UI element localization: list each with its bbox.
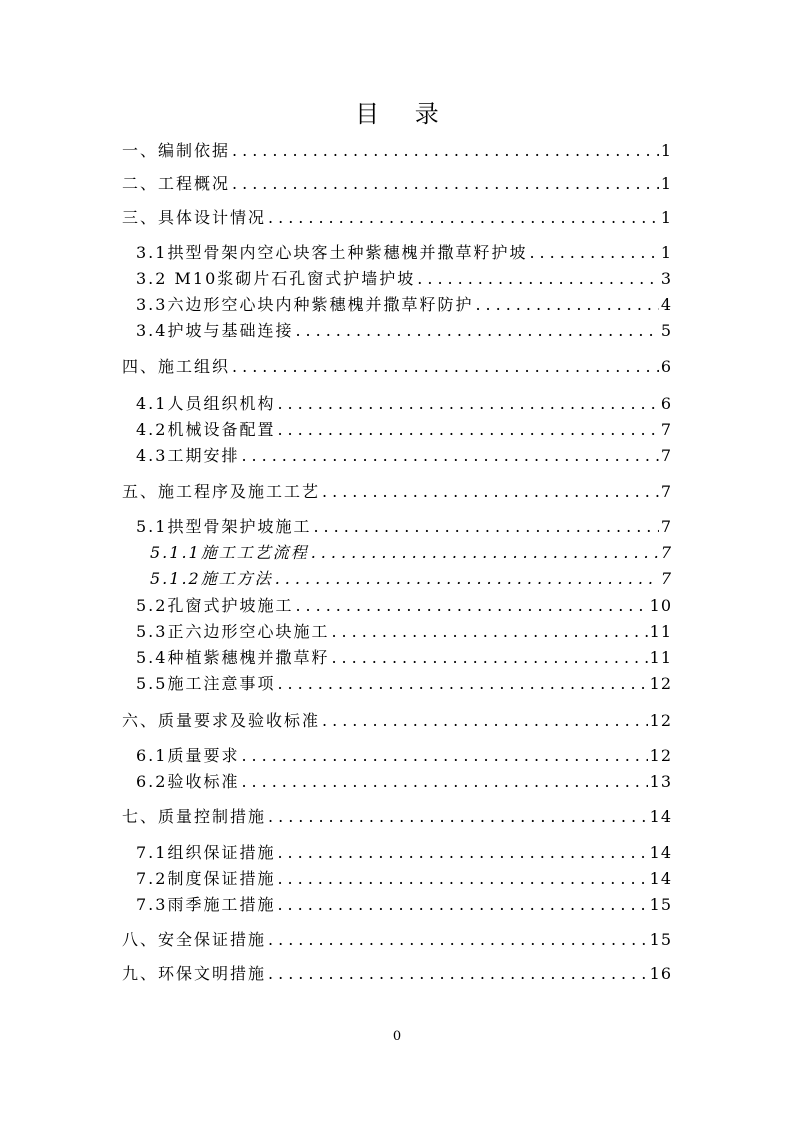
toc-entry-label: 5.1.1施工工艺流程 (150, 543, 309, 562)
toc-entry-label: 5.1拱型骨架护坡施工 (136, 517, 312, 536)
toc-entry-label: 一、编制依据 (122, 141, 231, 160)
toc-entry-page: 13 (649, 772, 672, 791)
toc-entry-page: 12 (649, 711, 672, 730)
toc-entry-page: 1 (660, 243, 672, 262)
toc-entry-page: 14 (649, 807, 672, 826)
toc-entry-4-1[interactable] (136, 393, 672, 415)
toc-dot-leader (277, 868, 647, 890)
toc-entry-2[interactable] (122, 173, 672, 195)
toc-entry-label: 7.3雨季施工措施 (136, 895, 276, 914)
toc-entry-page: 1 (660, 208, 672, 227)
toc-entry-label: 4.1人员组织机构 (136, 394, 276, 413)
toc-entry-label: 3.1拱型骨架内空心块客土种紫穗槐并撒草籽护坡 (136, 243, 528, 262)
toc-entry-4[interactable] (122, 356, 672, 378)
toc-entry-5-2[interactable] (136, 595, 672, 617)
toc-entry-label: 6.1质量要求 (136, 746, 240, 765)
toc-entry-7-3[interactable] (136, 894, 672, 916)
toc-entry-label: 3.4护坡与基础连接 (136, 321, 294, 340)
toc-entry-page: 7 (660, 569, 672, 588)
toc-entry-3-4[interactable] (136, 320, 672, 342)
toc-entry-5-3[interactable] (136, 621, 672, 643)
toc-entry-5-5[interactable] (136, 673, 672, 695)
toc-entry-9[interactable] (122, 963, 672, 985)
toc-entry-label: 5.3正六边形空心块施工 (136, 622, 330, 641)
page-number: 0 (392, 1029, 402, 1044)
toc-dot-leader (322, 481, 659, 503)
toc-entry-label: 二、工程概况 (122, 174, 231, 193)
toc-dot-leader (277, 894, 647, 916)
toc-entry-3-3[interactable] (136, 294, 672, 316)
toc-entry-5-4[interactable] (136, 647, 672, 669)
toc-entry-page: 7 (660, 446, 672, 465)
toc-dot-leader (268, 929, 648, 951)
toc-entry-page: 12 (649, 674, 672, 693)
toc-entry-3[interactable] (122, 207, 672, 229)
toc-dot-leader (277, 393, 658, 415)
toc-dot-leader (241, 771, 647, 793)
toc-entry-page: 14 (649, 869, 672, 888)
toc-entry-page: 14 (649, 843, 672, 862)
toc-dot-leader (232, 173, 659, 195)
toc-dot-leader (475, 294, 658, 316)
toc-entry-page: 7 (660, 517, 672, 536)
toc-dot-leader (322, 710, 648, 732)
toc-entry-label: 5.2孔窗式护坡施工 (136, 596, 294, 615)
toc-entry-page: 16 (649, 964, 672, 983)
toc-entry-page: 6 (660, 394, 672, 413)
toc-entry-page: 11 (649, 648, 672, 667)
toc-entry-label: 3.3六边形空心块内种紫穗槐并撒草籽防护 (136, 295, 474, 314)
toc-entry-label: 五、施工程序及施工工艺 (122, 482, 321, 501)
toc-entry-label: 5.1.2施工方法 (150, 569, 273, 588)
toc-dot-leader (277, 842, 647, 864)
toc-entry-6-1[interactable] (136, 745, 672, 767)
toc-entry-1[interactable] (122, 140, 672, 162)
toc-dot-leader (417, 268, 659, 290)
toc-entry-5-1-1[interactable] (150, 542, 672, 564)
toc-entry-label: 八、安全保证措施 (122, 930, 267, 949)
toc-entry-6-2[interactable] (136, 771, 672, 793)
toc-entry-6[interactable] (122, 710, 672, 732)
toc-dot-leader (331, 647, 647, 669)
toc-entry-page: 4 (660, 295, 672, 314)
toc-entry-7-1[interactable] (136, 842, 672, 864)
toc-entry-page: 7 (660, 482, 672, 501)
toc-dot-leader (311, 542, 659, 564)
toc-entry-label: 六、质量要求及验收标准 (122, 711, 321, 730)
toc-entry-page: 15 (649, 930, 672, 949)
toc-entry-label: 5.4种植紫穗槐并撒草籽 (136, 648, 330, 667)
toc-entry-label: 4.2机械设备配置 (136, 420, 276, 439)
toc-entry-label: 7.1组织保证措施 (136, 843, 276, 862)
toc-entry-7[interactable] (122, 806, 672, 828)
toc-entry-7-2[interactable] (136, 868, 672, 890)
toc-dot-leader (277, 673, 647, 695)
toc-dot-leader (295, 595, 647, 617)
toc-entry-label: 5.5施工注意事项 (136, 674, 276, 693)
toc-entry-page: 7 (660, 543, 672, 562)
page-title: 目 录 (355, 100, 453, 128)
toc-entry-label: 九、环保文明措施 (122, 964, 267, 983)
toc-entry-page: 12 (649, 746, 672, 765)
toc-entry-4-2[interactable] (136, 419, 672, 441)
toc-entry-page: 3 (660, 269, 672, 288)
toc-dot-leader (529, 242, 658, 264)
toc-entry-page: 7 (660, 420, 672, 439)
toc-entry-label: 6.2验收标准 (136, 772, 240, 791)
toc-dot-leader (295, 320, 658, 342)
toc-entry-label: 三、具体设计情况 (122, 208, 267, 227)
toc-dot-leader (241, 445, 658, 467)
toc-entry-5-1-2[interactable] (150, 568, 672, 590)
toc-entry-page: 15 (649, 895, 672, 914)
toc-entry-3-1[interactable] (136, 242, 672, 264)
toc-dot-leader (268, 207, 659, 229)
toc-dot-leader (268, 806, 648, 828)
toc-entry-label: 7.2制度保证措施 (136, 869, 276, 888)
toc-entry-page: 10 (649, 596, 672, 615)
toc-dot-leader (275, 568, 659, 590)
toc-entry-5-1[interactable] (136, 516, 672, 538)
toc-dot-leader (331, 621, 647, 643)
toc-entry-page: 1 (660, 174, 672, 193)
toc-dot-leader (241, 745, 647, 767)
toc-entry-page: 1 (660, 141, 672, 160)
toc-entry-page: 6 (660, 357, 672, 376)
toc-entry-8[interactable] (122, 929, 672, 951)
toc-entry-page: 5 (660, 321, 672, 340)
toc-dot-leader (268, 963, 648, 985)
toc-dot-leader (277, 419, 658, 441)
toc-entry-page: 11 (649, 622, 672, 641)
toc-entry-label: 4.3工期安排 (136, 446, 240, 465)
toc-dot-leader (232, 140, 659, 162)
toc-entry-5[interactable] (122, 481, 672, 503)
toc-entry-label: 七、质量控制措施 (122, 807, 267, 826)
toc-entry-label: 3.2 M10浆砌片石孔窗式护墙护坡 (136, 269, 416, 288)
toc-entry-4-3[interactable] (136, 445, 672, 467)
toc-dot-leader (313, 516, 658, 538)
toc-dot-leader (232, 356, 659, 378)
toc-entry-3-2[interactable] (136, 268, 672, 290)
toc-entry-label: 四、施工组织 (122, 357, 231, 376)
